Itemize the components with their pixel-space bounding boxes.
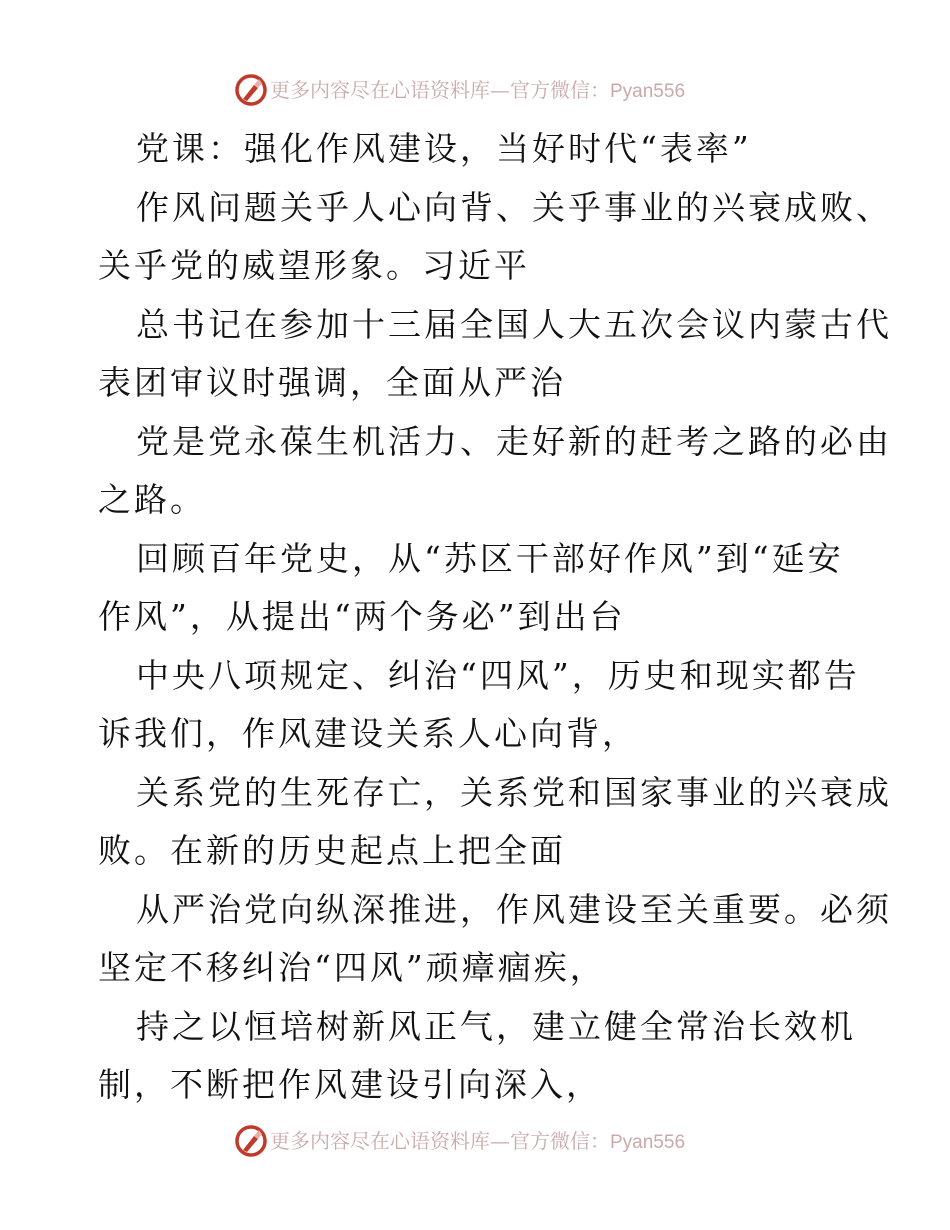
- paragraph-line: 之路。: [98, 480, 206, 519]
- paragraph-line: 总书记在参加十三届全国人大五次会议内蒙古代: [136, 304, 892, 344]
- footer-wechat-id: Pyan556: [610, 1132, 686, 1153]
- header-watermark-text: [270, 77, 685, 105]
- paragraph-line: 作风问题关乎人心向背、关乎事业的兴衰成败、: [136, 187, 892, 227]
- paragraph-line: 关乎党的威望形象。习近平: [98, 246, 530, 285]
- footer-official-label: 官方微信：: [510, 1129, 610, 1153]
- paragraph-line: 中央八项规定、纠治“四风”，历史和现实都告: [136, 655, 860, 695]
- paragraph-line: 关系党的生死存亡，关系党和国家事业的兴衰成: [136, 772, 892, 812]
- paragraph-line: 作风”，从提出“两个务必”到出台: [98, 597, 626, 636]
- header-official-label: 官方微信：: [510, 78, 610, 102]
- header-dash: —: [490, 78, 510, 102]
- header-brand-text: 更多内容尽在心语资料库: [270, 78, 490, 102]
- footer-dash: —: [490, 1129, 510, 1153]
- paragraph-line: 从严治党向纵深推进，作风建设至关重要。必须: [136, 889, 892, 929]
- paragraph-line: 党是党永葆生机活力、走好新的赶考之路的必由: [136, 421, 892, 461]
- brand-logo-icon: [234, 1124, 268, 1158]
- paragraph-line: 回顾百年党史，从“苏区干部好作风”到“延安: [136, 538, 844, 578]
- footer-watermark-text: [270, 1128, 685, 1156]
- paragraph-line: 持之以恒培树新风正气，建立健全常治长效机: [136, 1006, 856, 1046]
- paragraph-line: 表团审议时强调，全面从严治: [98, 363, 566, 402]
- paragraph-line: 坚定不移纠治“四风”顽瘴痼疾，: [98, 948, 606, 987]
- header-wechat-id: Pyan556: [610, 81, 686, 102]
- footer-watermark-banner: [0, 1121, 950, 1161]
- document-title: 党课：强化作风建设，当好时代“表率”: [136, 129, 752, 168]
- paragraph-line: 制，不断把作风建设引向深入，: [98, 1065, 602, 1104]
- header-watermark-banner: [0, 70, 950, 110]
- paragraph-line: 败。在新的历史起点上把全面: [98, 831, 566, 870]
- brand-logo-icon: [234, 73, 268, 107]
- footer-brand-text: 更多内容尽在心语资料库: [270, 1129, 490, 1153]
- paragraph-line: 诉我们，作风建设关系人心向背，: [98, 714, 638, 753]
- document-body: [98, 120, 892, 1115]
